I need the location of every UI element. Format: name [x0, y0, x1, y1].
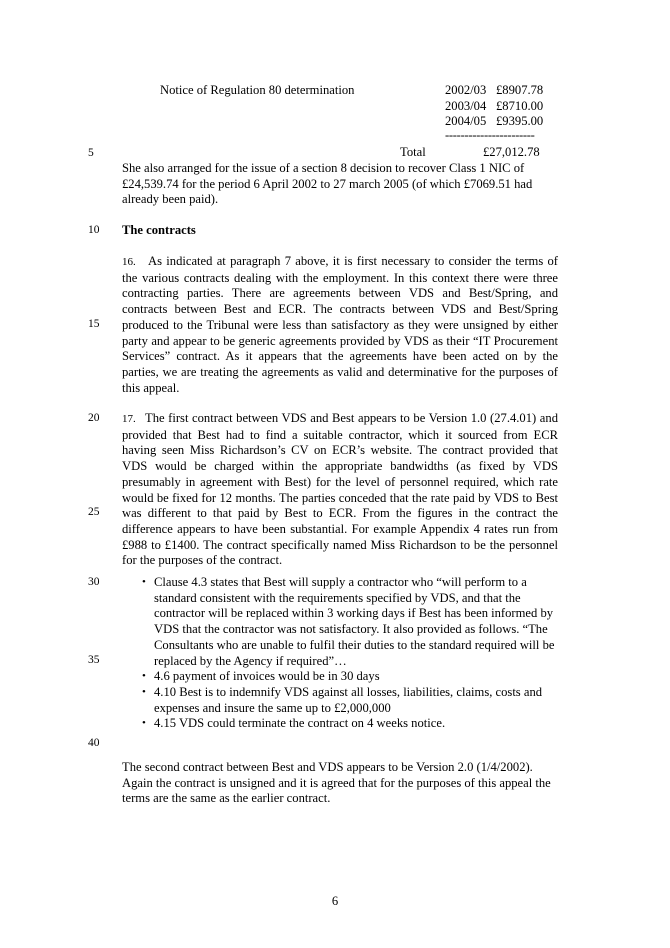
clause-list — [122, 575, 558, 732]
line-number: 5 — [88, 147, 94, 159]
list-item-text: 4.10 Best is to indemnify VDS against all losses, liabilities, claims, costs and expenses and insure the same up to £2,000,000 — [154, 684, 543, 715]
list-item-text: 4.6 payment of invoices would be in 30 days — [154, 669, 380, 684]
notice-row-year: 2003/04 — [445, 99, 487, 113]
paragraph-16 — [122, 254, 558, 396]
notice-row-amount: £8907.78 — [496, 83, 544, 97]
paragraph-number: 16. — [122, 256, 136, 268]
bullet-icon: • — [142, 717, 146, 730]
line-number: 20 — [88, 412, 100, 424]
line-number: 10 — [88, 224, 100, 236]
notice-separator: ----------------------- — [445, 128, 535, 142]
page-number: 6 — [331, 894, 339, 908]
bullet-icon: • — [142, 576, 146, 588]
list-item-text: 4.15 VDS could terminate the contract on 4 weeks notice. — [154, 716, 446, 731]
notice-row-year: 2002/03 — [445, 83, 487, 97]
list-item — [122, 716, 558, 732]
list-item — [122, 575, 558, 669]
notice-total-amount: £27,012.78 — [483, 145, 540, 159]
bullet-icon: • — [142, 685, 146, 698]
paragraph-number: 17. — [122, 413, 136, 425]
bullet-icon: • — [142, 670, 146, 683]
list-item — [122, 685, 558, 716]
notice-row-amount: £8710.00 — [496, 99, 544, 113]
line-number: 35 — [88, 654, 100, 666]
line-number: 40 — [88, 737, 100, 749]
list-item — [122, 669, 558, 685]
line-number: 30 — [88, 576, 100, 588]
paragraph-17 — [122, 411, 558, 569]
section-heading: The contracts — [122, 223, 196, 237]
notice-row-amount: £9395.00 — [496, 114, 544, 128]
section8-paragraph: She also arranged for the issue of a section 8 decision to recover Class 1 NIC of £24,539.74 for the period 6 April 2002 to 27 march 2005 (of which £7069.51 had already been paid). — [122, 161, 533, 207]
line-number: 15 — [88, 318, 100, 330]
notice-row-year: 2004/05 — [445, 114, 487, 128]
second-contract-paragraph: The second contract between Best and VDS appears to be Version 2.0 (1/4/2002). Again the contract is unsigned and it is agreed that for the purposes of this appeal the terms are the same as the earlier contract. — [122, 760, 551, 806]
paragraph-text: The first contract between VDS and Best appears to be Version 1.0 (27.4.01) and provided that Best had to find a suitable contractor, which it sourced from ECR having seen Miss Richardson’s CV on ECR’s website. The contract provided that VDS would be charged within the appropriate bandwidths (as fixed by VDS presumably in agreement with Best) for the level of personnel required, which rate would be fixed for 12 months. The parties conceded that the rate paid by VDS to Best was different to that paid by Best to ECR. From the figures in the contract the difference appears to have been substantial. For example Appendix 4 rates run from £988 to £1400. The contract specifically named Miss Richardson to be the personnel for the purposes of the contract. — [122, 411, 558, 568]
notice-label: Notice of Regulation 80 determination — [160, 83, 355, 97]
notice-total-label: Total — [400, 145, 426, 159]
paragraph-text: As indicated at paragraph 7 above, it is first necessary to consider the terms of the various contracts dealing with the employment. In this context there were three contracting parties. There are agreements between VDS and Best/Spring, and contracts between Best and ECR. The contracts between VDS and Best/Spring produced to the Tribunal were less than satisfactory as they were unsigned by either party and appear to be generic agreements provided by VDS as their “IT Procurement Services” contract. As it appears that the agreements have been acted on by the parties, we are treating the agreements as valid and determinative for the purposes of this appeal. — [122, 254, 558, 395]
list-item-text: Clause 4.3 states that Best will supply a contractor who “will perform to a standard consistent with the requirements specified by VDS, and that the contractor will be replaced within 3 working days if Best has been informed by VDS that the contractor was not satisfactory. It also provided as follows. “The Consultants who are unable to fulfil their duties to the standard required will be replaced by the Agency if required”… — [154, 575, 555, 668]
line-number: 25 — [88, 506, 100, 518]
